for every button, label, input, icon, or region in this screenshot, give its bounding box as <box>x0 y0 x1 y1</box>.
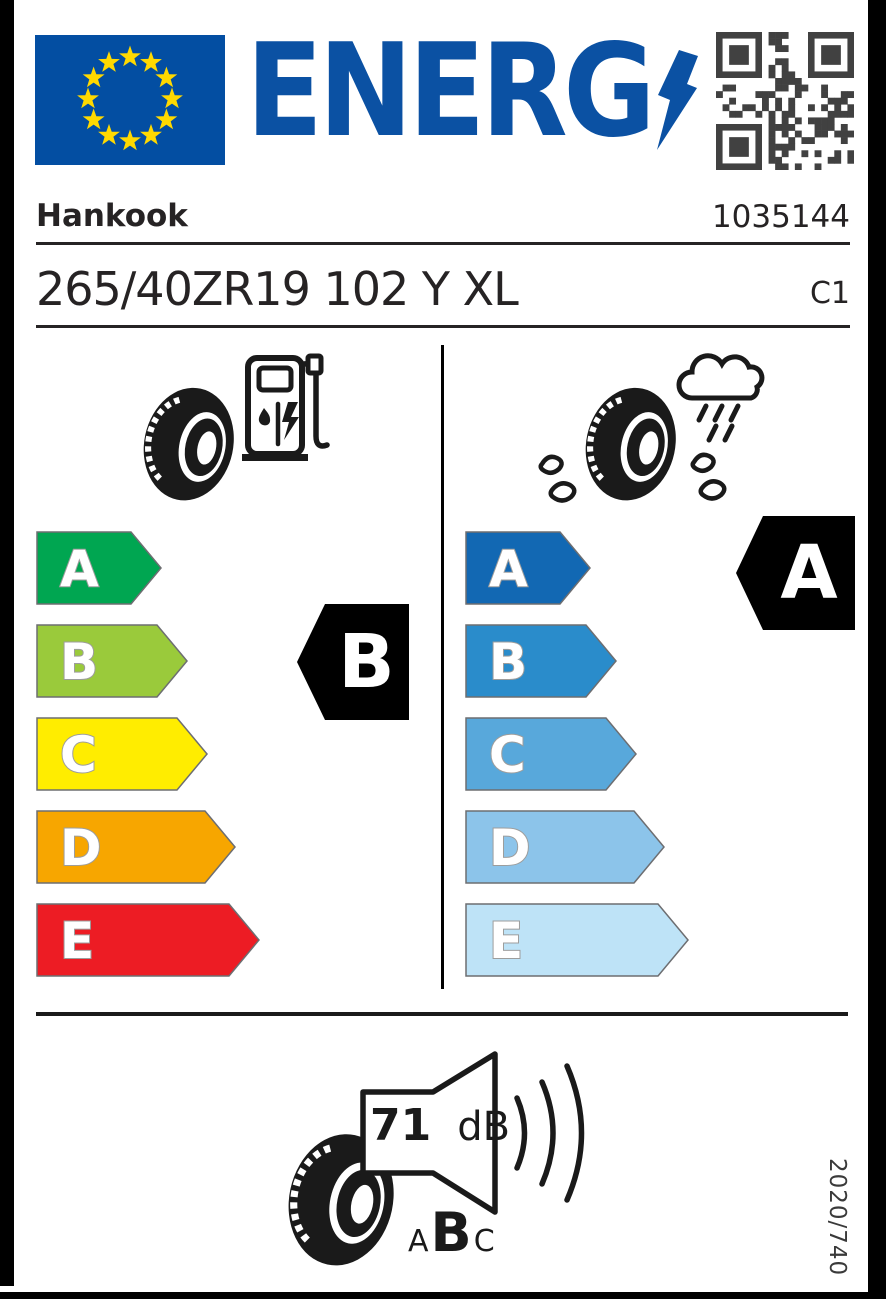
wet-grip-arrow-icon <box>465 624 617 698</box>
noise-decibel-number: 71 <box>370 1100 432 1151</box>
noise-class-letters <box>408 1201 497 1264</box>
fuel-efficiency-row-E <box>36 903 260 977</box>
noise-grade-letter-b: B <box>430 1201 474 1264</box>
brand-name: Hankook <box>36 198 188 234</box>
wet-grip-scale <box>465 531 765 981</box>
tire-class: C1 <box>809 276 850 311</box>
wet-grip-row-D <box>465 810 665 884</box>
fuel-efficiency-row-C <box>36 717 208 791</box>
fuel-efficiency-row-B <box>36 624 188 698</box>
qr-code-icon <box>716 32 854 170</box>
fuel-efficiency-row-A <box>36 531 162 605</box>
noise-value <box>370 1100 511 1151</box>
wet-grip-grade-letter: C <box>489 726 526 784</box>
wet-grip-grade-letter: B <box>489 633 528 691</box>
fuel-efficiency-rating: B <box>338 619 395 705</box>
lightning-bolt-icon <box>650 50 700 150</box>
column-divider <box>441 345 444 989</box>
tire-rain-cloud-icon <box>536 344 806 529</box>
fuel-efficiency-rating-indicator <box>297 604 409 720</box>
label-border-right <box>868 0 886 1299</box>
fuel-efficiency-grade-letter: B <box>60 633 99 691</box>
wet-grip-arrow-icon <box>465 531 591 605</box>
wet-grip-row-B <box>465 624 617 698</box>
fuel-efficiency-arrow-icon <box>36 624 188 698</box>
regulation-number: 2020/740 <box>824 1158 850 1277</box>
wet-grip-row-C <box>465 717 637 791</box>
noise-grade-letter-c: C <box>473 1224 497 1259</box>
fuel-efficiency-scale <box>36 531 336 981</box>
wet-grip-grade-letter: A <box>489 540 528 598</box>
divider-rule-2 <box>36 325 850 328</box>
energ-logo-text: ENERG <box>246 17 652 166</box>
divider-rule-3 <box>36 1012 848 1016</box>
wet-grip-grade-letter: D <box>489 819 531 877</box>
fuel-efficiency-grade-letter: E <box>60 912 95 970</box>
tire-size-designation: 265/40ZR19 102 Y XL <box>36 262 518 316</box>
divider-rule-1 <box>36 242 850 245</box>
fuel-efficiency-grade-letter: C <box>60 726 97 784</box>
sound-waves-icon <box>517 1066 582 1200</box>
label-border-bottom <box>0 1292 886 1299</box>
label-border-left <box>0 0 14 1286</box>
tire-fuel-pump-icon <box>118 346 348 521</box>
wet-grip-rating: A <box>780 530 838 616</box>
noise-decibel-unit: dB <box>457 1104 511 1150</box>
wet-grip-row-E <box>465 903 689 977</box>
fuel-efficiency-grade-letter: A <box>60 540 99 598</box>
noise-grade-letter-a: A <box>408 1224 431 1259</box>
article-number: 1035144 <box>711 199 850 235</box>
fuel-efficiency-grade-letter: D <box>60 819 102 877</box>
wet-grip-row-A <box>465 531 591 605</box>
eu-flag-icon <box>35 35 225 165</box>
wet-grip-grade-letter: E <box>489 912 524 970</box>
fuel-efficiency-row-D <box>36 810 236 884</box>
fuel-efficiency-arrow-icon <box>36 531 162 605</box>
wet-grip-rating-indicator <box>736 516 855 630</box>
